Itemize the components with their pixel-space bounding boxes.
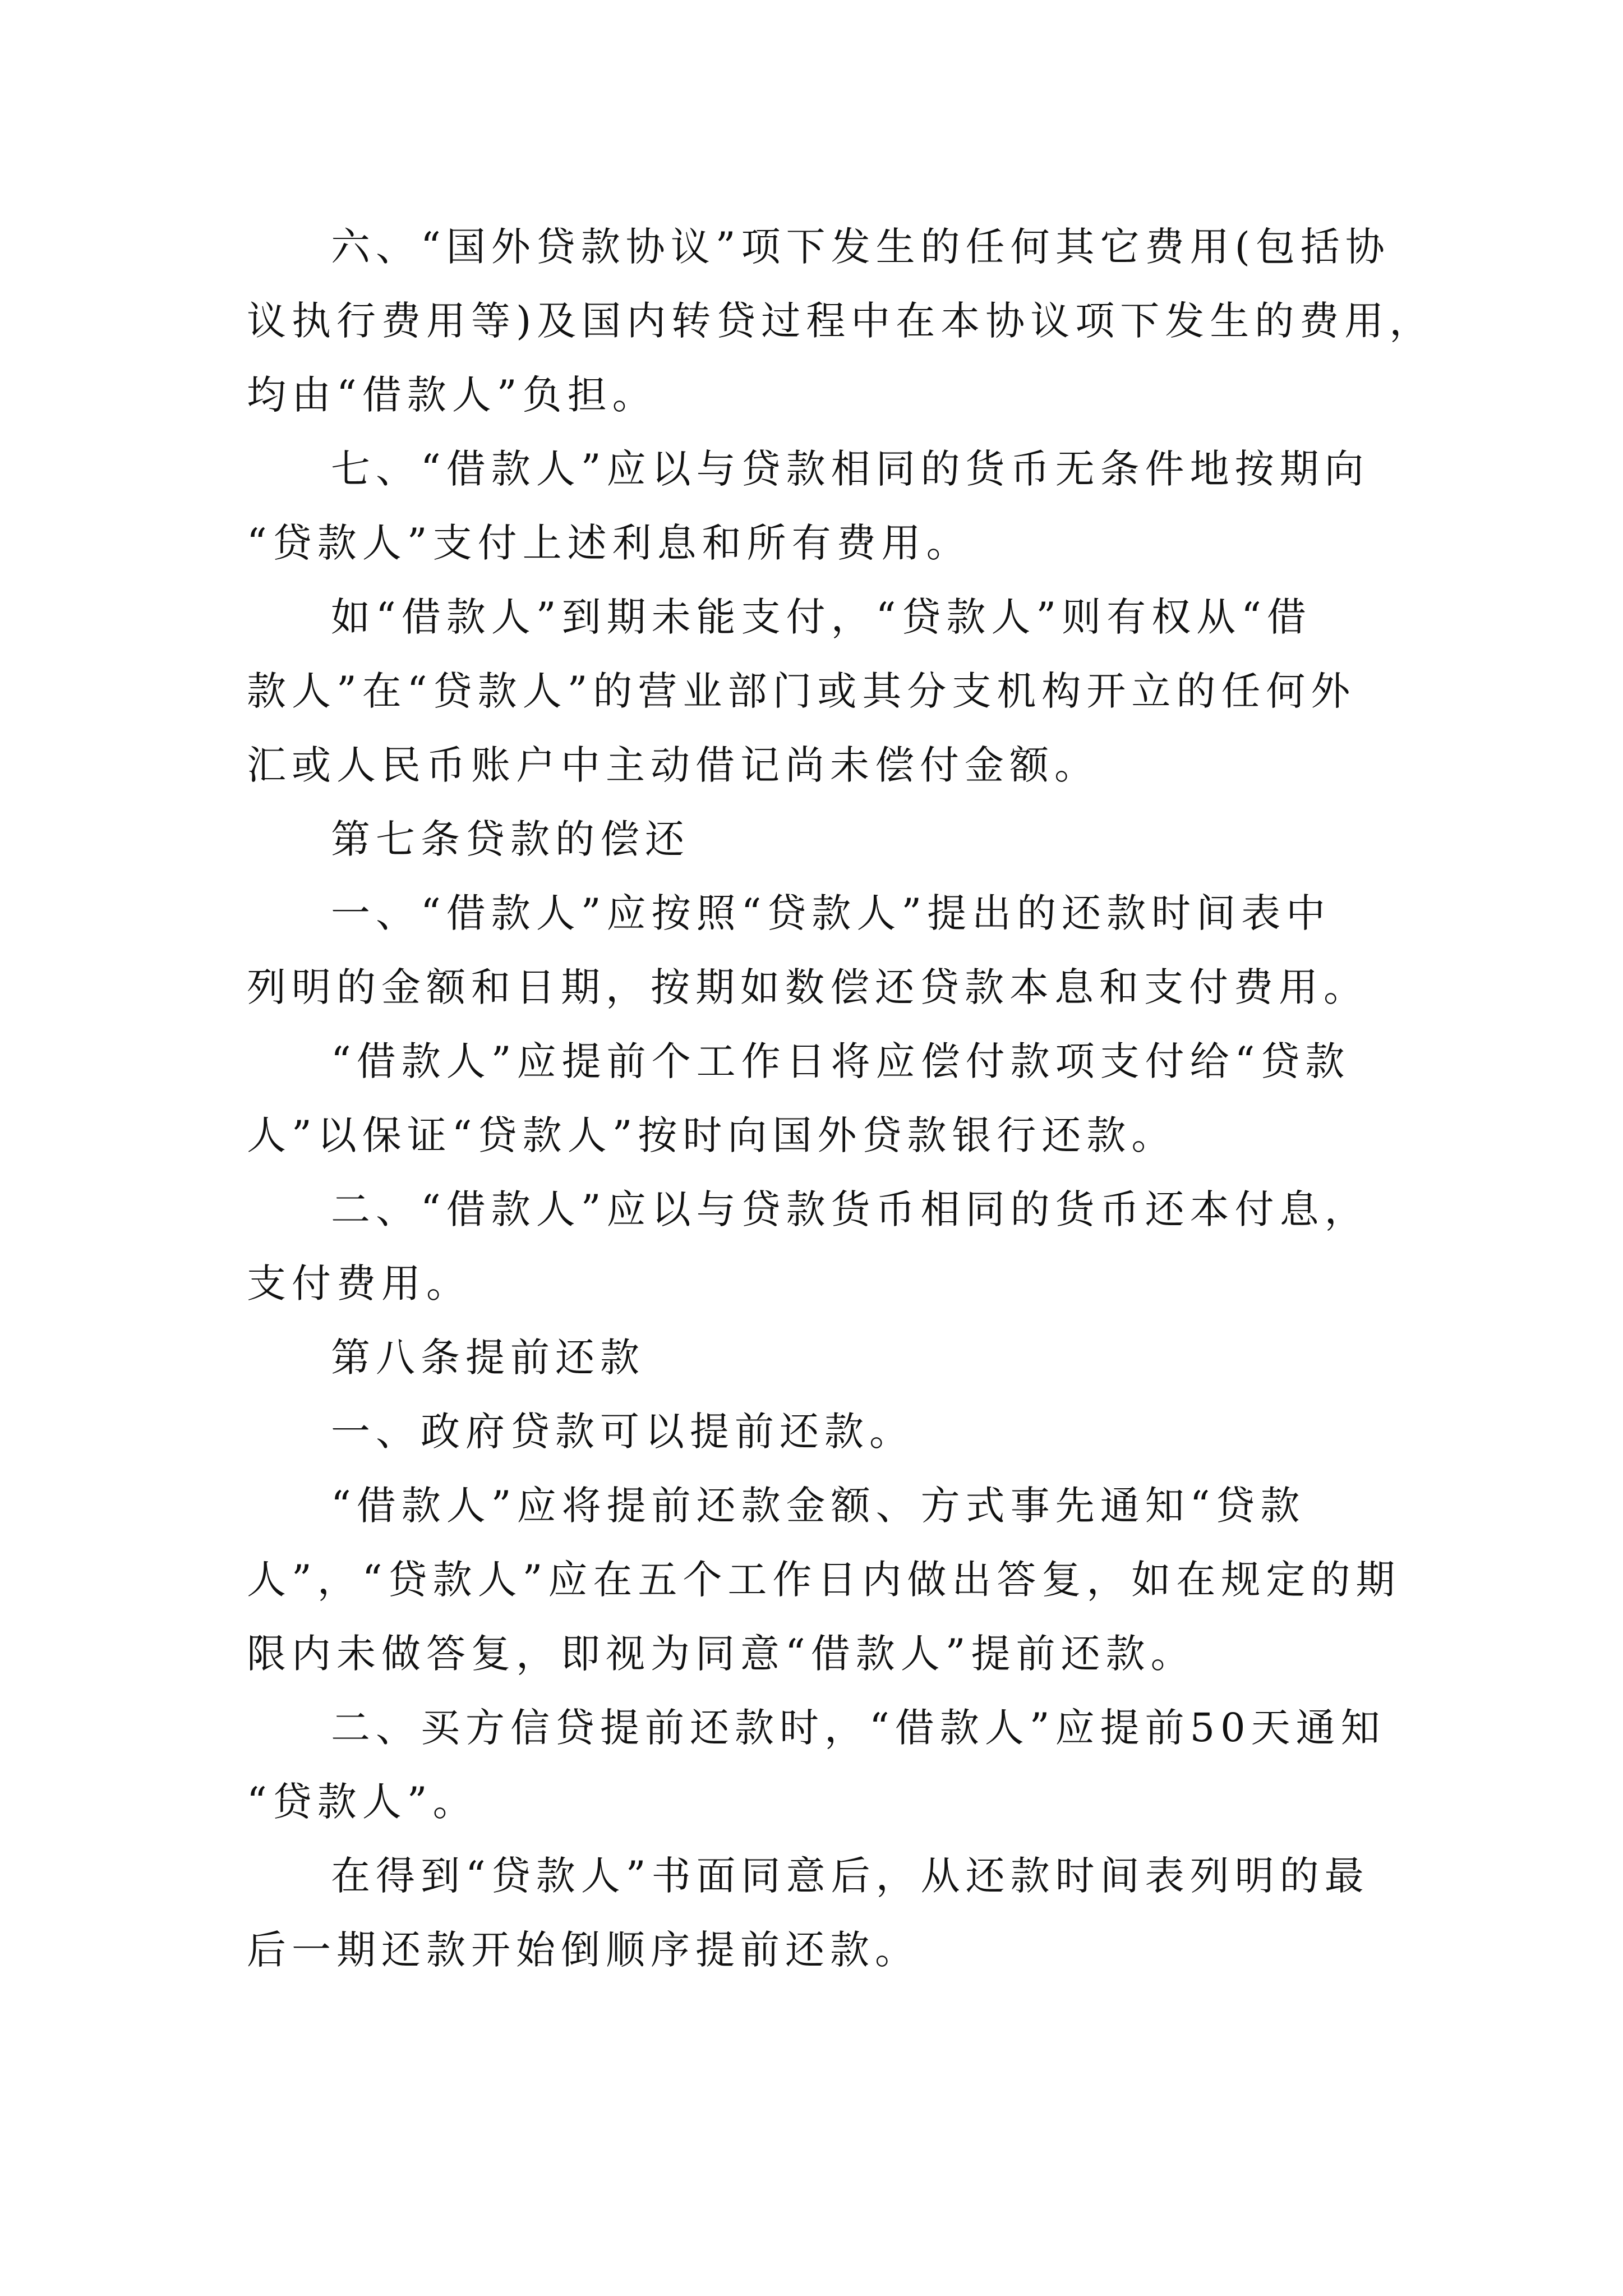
text-line: “贷款人”。	[247, 1779, 478, 1825]
text-line: 后一期还款开始倒顺序提前还款。	[247, 1927, 920, 1973]
text-line: 七、“借款人”应以与贷款相同的货币无条件地按期向	[331, 446, 1370, 492]
text-line: 议执行费用等)及国内转贷过程中在本协议项下发生的费用，	[247, 298, 1435, 344]
text-line: 限内未做答复，即视为同意“借款人”提前还款。	[247, 1631, 1196, 1677]
text-line: 二、买方信贷提前还款时，“借款人”应提前50天通知	[331, 1705, 1386, 1751]
text-line: “借款人”应将提前还款金额、方式事先通知“贷款	[331, 1483, 1306, 1529]
text-line: 一、政府贷款可以提前还款。	[331, 1409, 914, 1455]
section-heading: 第七条贷款的偿还	[331, 816, 690, 862]
text-line: 均由“借款人”负担。	[247, 372, 657, 418]
text-line: 六、“国外贷款协议”项下发生的任何其它费用(包括协	[331, 224, 1390, 270]
section-heading: 第八条提前还款	[331, 1335, 645, 1381]
text-line: 支付费用。	[247, 1260, 471, 1306]
text-line: 如“借款人”到期未能支付，“贷款人”则有权从“借	[331, 594, 1312, 640]
text-line: 在得到“贷款人”书面同意后，从还款时间表列明的最	[331, 1853, 1370, 1899]
text-line: “借款人”应提前个工作日将应偿付款项支付给“贷款	[331, 1038, 1350, 1084]
text-line: 汇或人民币账户中主动借记尚未偿付金额。	[247, 742, 1099, 788]
text-line: 人”以保证“贷款人”按时向国外贷款银行还款。	[247, 1112, 1177, 1158]
text-line: 款人”在“贷款人”的营业部门或其分支机构开立的任何外	[247, 668, 1356, 714]
text-line: 二、“借款人”应以与贷款货币相同的货币还本付息，	[331, 1186, 1370, 1232]
text-line: 人”，“贷款人”应在五个工作日内做出答复，如在规定的期	[247, 1557, 1401, 1603]
text-line: 列明的金额和日期，按期如数偿还贷款本息和支付费用。	[247, 964, 1368, 1010]
text-line: 一、“借款人”应按照“贷款人”提出的还款时间表中	[331, 890, 1331, 936]
text-line: “贷款人”支付上述利息和所有费用。	[247, 520, 971, 566]
